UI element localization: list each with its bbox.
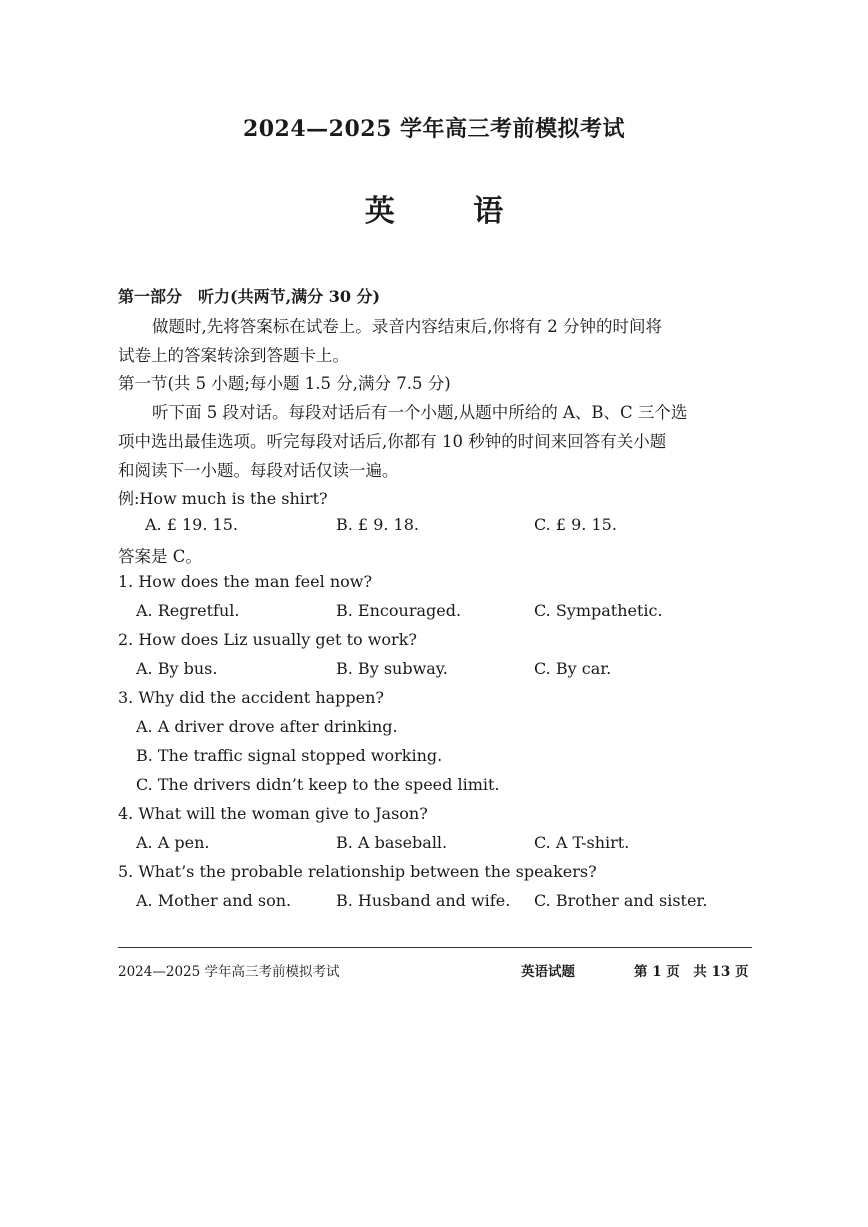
part1-heading: 第一部分 听力(共两节,满分 30 分)	[118, 287, 381, 306]
example-option-b: B. £ 9. 18.	[336, 515, 419, 534]
question-3-option-a: A. A driver drove after drinking.	[136, 717, 398, 736]
question-3-option-b: B. The traffic signal stopped working.	[136, 746, 443, 765]
footer-divider	[118, 947, 752, 948]
question-4-option-a: A. A pen.	[136, 833, 210, 852]
question-5-option-a: A. Mother and son.	[136, 891, 292, 910]
question-1-option-a: A. Regretful.	[136, 601, 240, 620]
question-4-stem: 4. What will the woman give to Jason?	[118, 804, 428, 823]
question-4-option-b: B. A baseball.	[336, 833, 448, 852]
exam-title: 2024—2025 学年高三考前模拟考试	[242, 116, 626, 142]
footer-exam-title: 2024—2025 学年高三考前模拟考试	[118, 964, 340, 980]
section1-heading: 第一节(共 5 小题;每小题 1.5 分,满分 7.5 分)	[118, 374, 451, 393]
question-2-option-c: C. By car.	[534, 659, 612, 678]
question-2-stem: 2. How does Liz usually get to work?	[118, 630, 417, 649]
question-1-option-b: B. Encouraged.	[336, 601, 462, 620]
question-5-option-b: B. Husband and wife.	[336, 891, 511, 910]
question-5-stem: 5. What’s the probable relationship between the speakers?	[118, 862, 597, 881]
question-5-option-c: C. Brother and sister.	[534, 891, 708, 910]
example-answer: 答案是 C。	[118, 547, 202, 566]
footer-page-number: 第 1 页 共 13 页	[634, 964, 749, 980]
question-3-stem: 3. Why did the accident happen?	[118, 688, 384, 707]
subject-title: 英 语	[364, 194, 538, 229]
example-option-a: A. £ 19. 15.	[145, 515, 238, 534]
part1-intro-line2: 试卷上的答案转涂到答题卡上。	[118, 346, 349, 365]
question-2-option-b: B. By subway.	[336, 659, 448, 678]
section1-instruction-line2: 项中选出最佳选项。听完每段对话后,你都有 10 秒钟的时间来回答有关小题	[118, 432, 667, 451]
section1-instruction-line1: 听下面 5 段对话。每段对话后有一个小题,从题中所给的 A、B、C 三个选	[152, 403, 688, 422]
example-option-c: C. £ 9. 15.	[534, 515, 617, 534]
question-3-option-c: C. The drivers didn’t keep to the speed limit.	[136, 775, 500, 794]
question-2-option-a: A. By bus.	[136, 659, 218, 678]
section1-instruction-line3: 和阅读下一小题。每段对话仅读一遍。	[118, 461, 399, 480]
question-4-option-c: C. A T-shirt.	[534, 833, 630, 852]
question-1-stem: 1. How does the man feel now?	[118, 572, 373, 591]
question-1-option-c: C. Sympathetic.	[534, 601, 663, 620]
footer-subject: 英语试题	[521, 964, 575, 980]
example-question: 例:How much is the shirt?	[118, 489, 328, 508]
part1-intro-line1: 做题时,先将答案标在试卷上。录音内容结束后,你将有 2 分钟的时间将	[152, 317, 662, 336]
